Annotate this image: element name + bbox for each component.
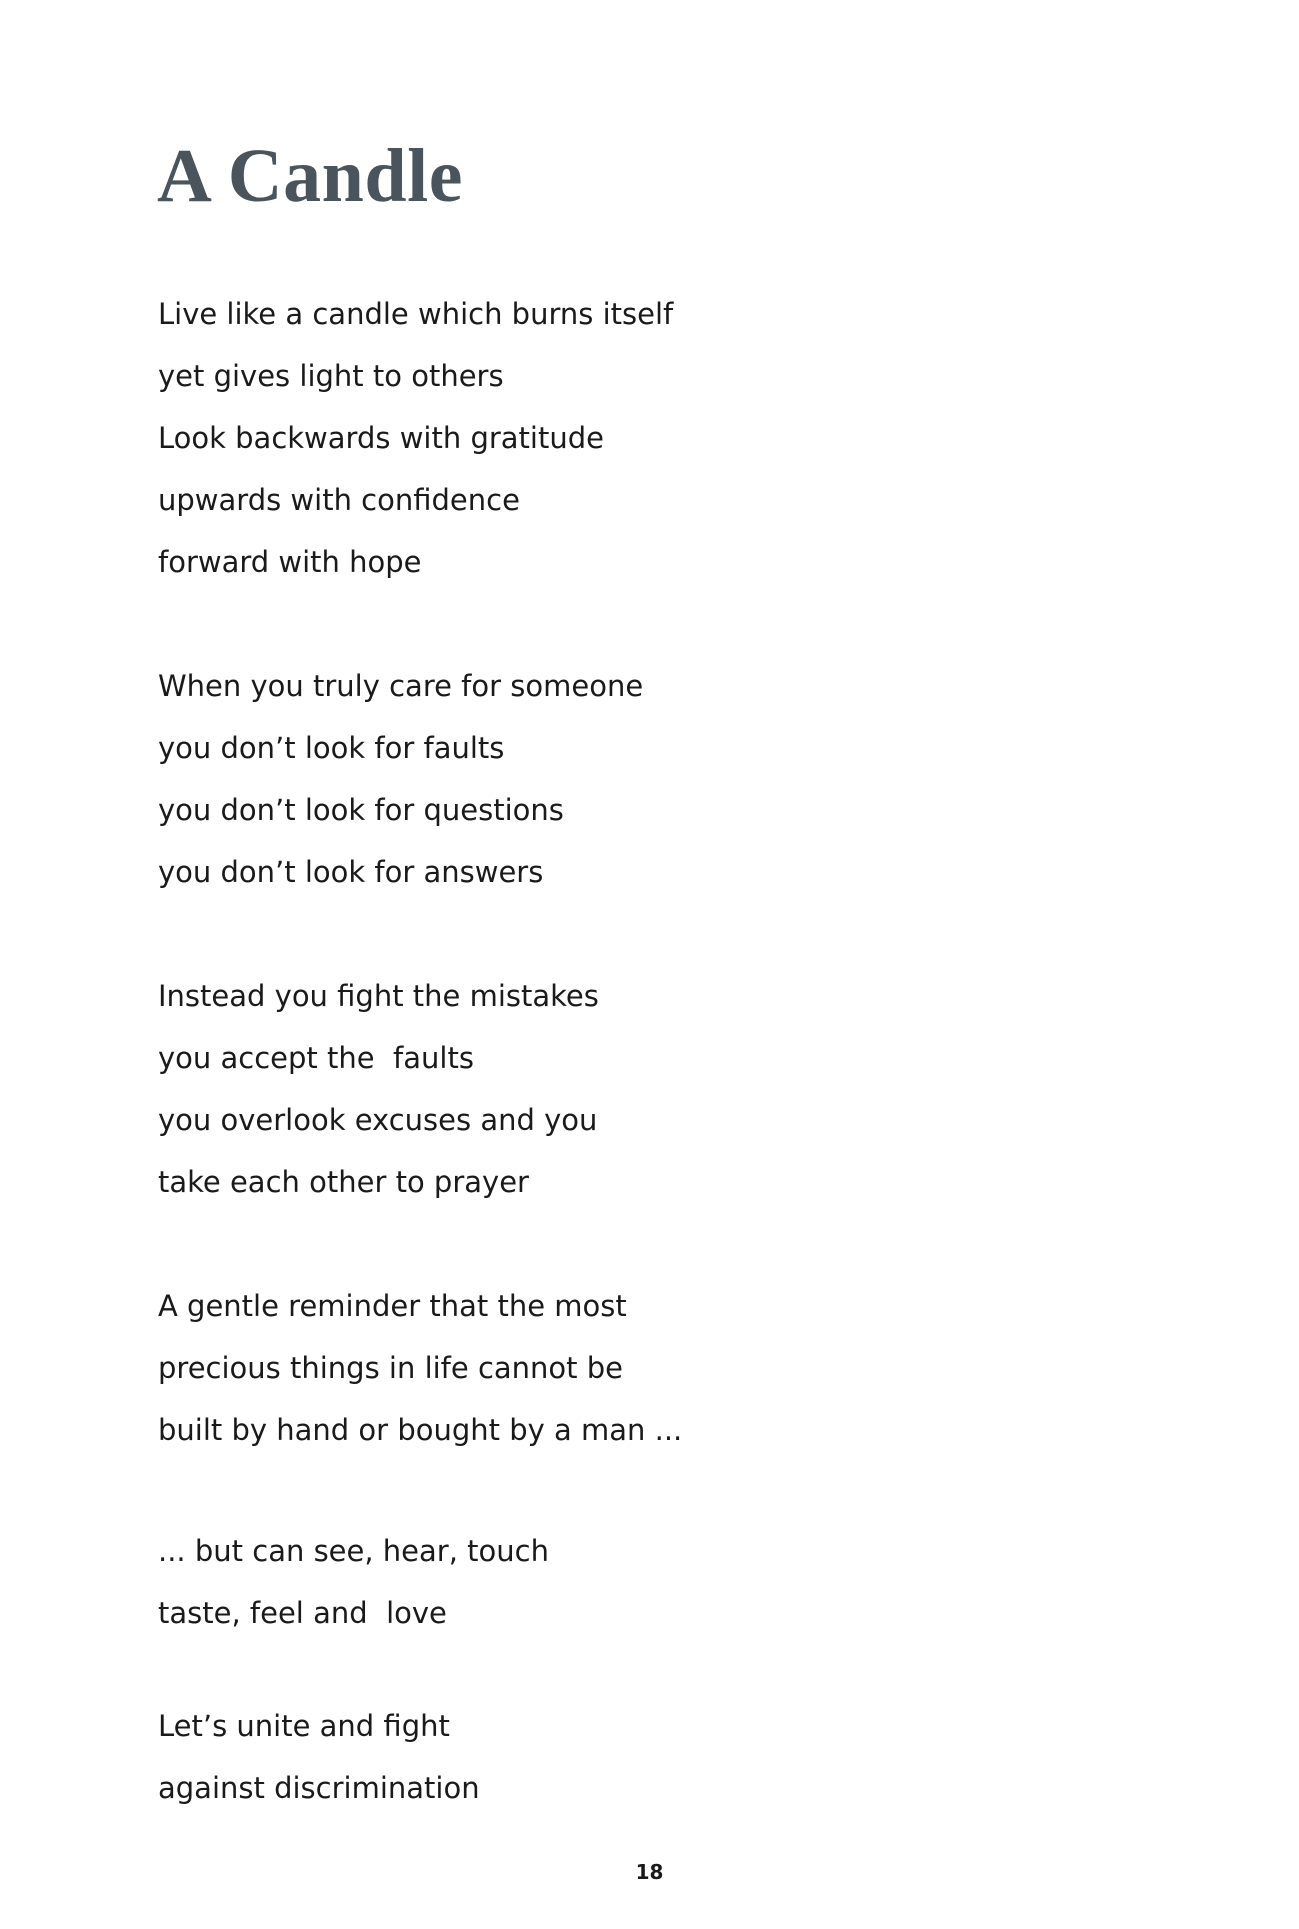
poem-line: upwards with confidence <box>158 483 520 517</box>
poem-line: built by hand or bought by a man ... <box>158 1413 683 1447</box>
poem-line: Live like a candle which burns itself <box>158 297 674 331</box>
poem-line: you don’t look for questions <box>158 793 564 827</box>
page-number: 18 <box>635 1860 664 1884</box>
poem-line: you accept the faults <box>158 1041 474 1075</box>
poem-line: against discrimination <box>158 1771 480 1805</box>
poem-line: yet gives light to others <box>158 359 504 393</box>
poem-line: you overlook excuses and you <box>158 1103 598 1137</box>
poem-line: Let’s unite and fight <box>158 1709 450 1743</box>
page-title: A Candle <box>157 134 463 218</box>
poem-line: taste, feel and love <box>158 1596 447 1630</box>
poem-line: you don’t look for faults <box>158 731 505 765</box>
poem-line: Look backwards with gratitude <box>158 421 604 455</box>
poem-line: precious things in life cannot be <box>158 1351 624 1385</box>
poem-line: forward with hope <box>158 545 422 579</box>
poem-line: take each other to prayer <box>158 1165 529 1199</box>
poem-line: Instead you fight the mistakes <box>158 979 599 1013</box>
poem-line: A gentle reminder that the most <box>158 1289 627 1323</box>
poem-line: When you truly care for someone <box>158 669 644 703</box>
poem-line: ... but can see, hear, touch <box>158 1534 549 1568</box>
poem-line: you don’t look for answers <box>158 855 544 889</box>
